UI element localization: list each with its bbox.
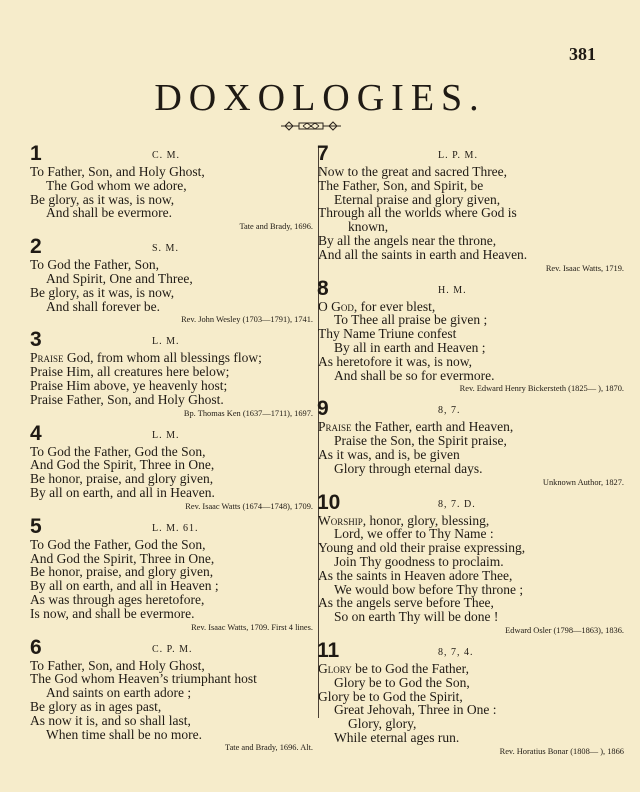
verse-line-text: As it was, and is, be given <box>318 446 460 462</box>
page-number: 381 <box>569 44 596 64</box>
verse-line-text: Be glory, as it was, is now, <box>30 191 175 207</box>
verse-line <box>30 286 313 300</box>
verse-line <box>30 593 313 607</box>
verse-line <box>30 165 313 179</box>
hymn-header <box>317 638 624 662</box>
hymn-number: 9 <box>317 397 329 421</box>
verse-line-text: And shall forever be. <box>46 298 160 314</box>
verse-line-text: As now it is, and so shall last, <box>30 712 191 728</box>
verse-line <box>318 596 624 610</box>
left-column <box>30 142 313 753</box>
verse-line <box>30 365 313 379</box>
verse-line-text: By all on earth, and all in Heaven ; <box>30 578 219 594</box>
verse-line-text: As the saints in Heaven adore Thee, <box>318 567 513 583</box>
hymn-header <box>317 276 624 300</box>
meter-label: C. P. M. <box>152 643 193 655</box>
hymn-3 <box>30 328 313 418</box>
meter-label: 8, 7. D. <box>438 498 476 510</box>
verse-line-text: Praise Father, Son, and Holy Ghost. <box>30 391 224 407</box>
verse-line <box>318 179 624 193</box>
meter-label: L. M. <box>152 336 180 348</box>
verse-line <box>318 676 624 690</box>
verse-line-text: , honor, glory, blessing, <box>362 512 490 528</box>
hymn-9 <box>317 397 624 487</box>
verse-line-text: To Father, Son, and Holy Ghost, <box>30 657 205 673</box>
verse-line-lead-word: Worship <box>318 512 363 528</box>
verse-line <box>318 583 624 597</box>
verse-line <box>30 607 313 621</box>
verse-line-text: Through all the worlds where God is <box>318 205 517 221</box>
verse-line <box>30 700 313 714</box>
meter-label: L. M. <box>152 429 180 441</box>
verse-line-text: Glory be to God the Spirit, <box>318 688 463 704</box>
verse-line <box>30 565 313 579</box>
verse-line <box>318 193 624 207</box>
hymn-header <box>30 421 313 445</box>
hymn-number: 11 <box>317 638 340 662</box>
verse-line <box>318 569 624 583</box>
verse-line-text: Be honor, praise, and glory given, <box>30 471 214 487</box>
meter-label: S. M. <box>152 243 179 255</box>
verse-line <box>30 272 313 286</box>
verse-line-text: Be glory, as it was, is now, <box>30 284 175 300</box>
verse-line <box>318 662 624 676</box>
verse-line <box>318 206 624 220</box>
verse-line <box>30 258 313 272</box>
hymn-header <box>30 142 313 165</box>
hymn-5 <box>30 514 313 633</box>
verse-line-text: Eternal praise and glory given, <box>334 191 501 207</box>
verse-line <box>318 248 624 262</box>
verse-line <box>30 206 313 220</box>
verse-line <box>30 393 313 407</box>
verse-line-text: God, from whom all blessings flow; <box>63 350 262 366</box>
hymn-7 <box>317 142 624 274</box>
meter-label: L. P. M. <box>438 150 478 161</box>
verse-line-text: As was through ages heretofore, <box>30 591 205 607</box>
hymn-header <box>317 142 624 165</box>
verse-line <box>30 351 313 365</box>
verse-line <box>30 472 313 486</box>
attribution: Rev. Isaac Watts (1674—1748), 1709. <box>185 501 313 511</box>
verse-line-text: Is now, and shall be evermore. <box>30 605 195 621</box>
verse-line <box>30 686 313 700</box>
verse-line-text: So on earth Thy will be done ! <box>334 609 499 625</box>
verse-line-text: be to God the Father, <box>351 660 469 676</box>
verse-line-text: Glory through eternal days. <box>334 460 483 476</box>
hymn-11 <box>317 638 624 757</box>
verse-line <box>30 486 313 500</box>
hymn-6 <box>30 635 313 754</box>
verse-line <box>318 717 624 731</box>
verse-line <box>318 165 624 179</box>
verse-line-text: Be glory as in ages past, <box>30 698 162 714</box>
attribution: Rev. Isaac Watts, 1719. <box>545 263 624 273</box>
verse-line-text: the Father, earth and Heaven, <box>351 419 514 435</box>
attribution: Tate and Brady, 1696. <box>239 222 313 232</box>
hymn-header <box>30 328 313 352</box>
verse-line-text: By all in earth and Heaven ; <box>334 339 486 355</box>
verse-line <box>318 703 624 717</box>
verse-line-text: Praise the Son, the Spirit praise, <box>334 433 507 449</box>
hymn-number: 2 <box>30 235 42 259</box>
hymn-number: 6 <box>30 635 42 659</box>
meter-label: 8, 7, 4. <box>438 646 474 658</box>
verse-line <box>30 659 313 673</box>
attribution: Rev. Horatius Bonar (1808— ), 1866 <box>499 746 624 756</box>
verse-line-text: And saints on earth adore ; <box>46 685 192 701</box>
meter-label: C. M. <box>152 150 181 161</box>
verse-line-text: Great Jehovah, Three in One : <box>334 702 497 718</box>
verse-line-text: The God whom Heaven’s triumphant host <box>30 671 257 687</box>
hymn-number: 1 <box>30 142 42 165</box>
verse-line <box>30 552 313 566</box>
verse-line-text: And all the saints in earth and Heaven. <box>318 246 528 262</box>
attribution: Rev. Isaac Watts, 1709. First 4 lines. <box>191 622 313 632</box>
attribution: Tate and Brady, 1696. Alt. <box>225 743 313 753</box>
hymn-header <box>30 635 313 659</box>
verse-line <box>30 579 313 593</box>
verse-line-text: To Father, Son, and Holy Ghost, <box>30 164 205 179</box>
verse-line <box>318 610 624 624</box>
attribution: Edward Osler (1798—1863), 1836. <box>505 625 624 635</box>
verse-line-text: Now to the great and sacred Three, <box>318 164 508 179</box>
verse-line-text: When time shall be no more. <box>46 726 202 742</box>
hymn-10 <box>317 490 624 636</box>
hymn-header <box>317 490 624 514</box>
verse-line-text: Young and old their praise expressing, <box>318 540 526 556</box>
verse-line <box>30 179 313 193</box>
hymn-2 <box>30 235 313 325</box>
verse-line <box>318 369 624 383</box>
verse-line <box>30 728 313 742</box>
hymn-4 <box>30 421 313 512</box>
verse-line <box>30 672 313 686</box>
page-title: DOXOLOGIES. <box>154 77 486 119</box>
verse-line-text: As the angels serve before Thee, <box>318 595 494 611</box>
verse-line <box>318 300 624 314</box>
verse-line-text: And shall be evermore. <box>46 205 172 221</box>
verse-line <box>318 341 624 355</box>
verse-line-lead-word: Glory <box>318 660 352 676</box>
verse-line-text: , for ever blest, <box>353 298 436 314</box>
verse-line-text: Lord, we offer to Thy Name : <box>334 526 494 542</box>
attribution: Rev. Edward Henry Bickersteth (1825— ), 1870. <box>459 384 624 394</box>
verse-line-text: And Spirit, One and Three, <box>46 270 193 286</box>
verse-line-text: Join Thy goodness to proclaim. <box>334 553 504 569</box>
verse-line-text: As heretofore it was, is now, <box>318 353 472 369</box>
verse-line-lead-word: Praise <box>30 350 64 366</box>
verse-line-text: By all the angels near the throne, <box>318 232 497 248</box>
verse-line-text: Glory, glory, <box>348 716 417 732</box>
verse-line-text: Praise Him above, ye heavenly host; <box>30 377 228 393</box>
verse-line <box>318 448 624 462</box>
verse-line-text: And shall be so for evermore. <box>334 367 495 383</box>
hymn-1 <box>30 142 313 232</box>
attribution: Bp. Thomas Ken (1637—1711), 1697. <box>183 408 313 418</box>
verse-line-text: To God the Father, God the Son, <box>30 443 206 459</box>
verse-line <box>30 458 313 472</box>
hymn-number: 4 <box>30 421 42 445</box>
verse-line <box>318 462 624 476</box>
verse-line-text: We would bow before Thy throne ; <box>334 581 524 597</box>
hymn-header <box>30 514 313 538</box>
verse-line <box>318 690 624 704</box>
verse-line <box>30 445 313 459</box>
verse-line <box>318 541 624 555</box>
right-column <box>317 142 624 757</box>
verse-line-text: Thy Name Triune confest <box>318 326 457 342</box>
verse-line-lead-word: O God <box>318 298 354 314</box>
verse-line <box>30 300 313 314</box>
verse-line-text: And God the Spirit, Three in One, <box>30 457 215 473</box>
verse-line <box>30 714 313 728</box>
hymn-number: 3 <box>30 328 42 352</box>
meter-label: H. M. <box>438 284 467 296</box>
verse-line <box>318 731 624 745</box>
verse-line <box>318 313 624 327</box>
verse-line-text: To God the Father, God the Son, <box>30 536 206 552</box>
verse-line-text: Glory be to God the Son, <box>334 674 470 690</box>
verse-line <box>318 234 624 248</box>
verse-line-text: To God the Father, Son, <box>30 257 160 273</box>
verse-line <box>318 434 624 448</box>
hymn-number: 8 <box>317 276 329 300</box>
verse-line-text: The Father, Son, and Spirit, be <box>318 177 484 193</box>
hymn-number: 5 <box>30 514 42 538</box>
verse-line-text: To Thee all praise be given ; <box>334 312 488 328</box>
verse-line-text: While eternal ages run. <box>334 729 460 745</box>
hymn-number: 10 <box>317 490 341 514</box>
meter-label: 8, 7. <box>438 405 461 417</box>
verse-line <box>318 220 624 234</box>
verse-line <box>318 527 624 541</box>
verse-line <box>30 379 313 393</box>
verse-line <box>318 327 624 341</box>
verse-line-text: Praise Him, all creatures here below; <box>30 364 230 380</box>
hymn-number: 7 <box>317 142 329 165</box>
hymn-8 <box>317 276 624 395</box>
verse-line-lead-word: Praise <box>318 419 352 435</box>
verse-line-text: The God whom we adore, <box>46 177 187 193</box>
hymn-header <box>317 397 624 421</box>
verse-line-text: Be honor, praise, and glory given, <box>30 564 214 580</box>
verse-line <box>318 420 624 434</box>
verse-line <box>318 355 624 369</box>
ornament-divider <box>281 121 341 131</box>
verse-line <box>318 555 624 569</box>
hymn-header <box>30 235 313 259</box>
verse-line <box>318 514 624 528</box>
meter-label: L. M. 61. <box>152 522 199 534</box>
attribution: Unknown Author, 1827. <box>542 477 624 487</box>
verse-line <box>30 193 313 207</box>
verse-line-text: known, <box>348 219 389 235</box>
verse-line <box>30 538 313 552</box>
attribution: Rev. John Wesley (1703—1791), 1741. <box>181 315 313 325</box>
verse-line-text: And God the Spirit, Three in One, <box>30 550 215 566</box>
verse-line-text: By all on earth, and all in Heaven. <box>30 484 215 500</box>
